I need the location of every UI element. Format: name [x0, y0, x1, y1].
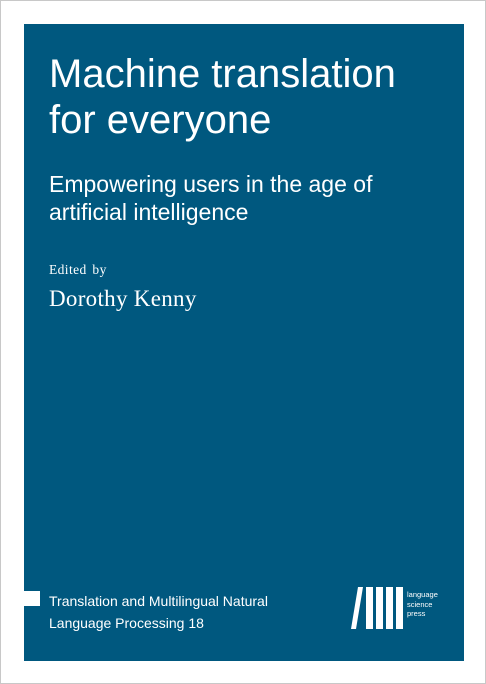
title-line-1: Machine translation: [49, 52, 396, 96]
subtitle-line-2: artificial intelligence: [49, 199, 249, 225]
subtitle-line-1: Empowering users in the age of: [49, 171, 373, 197]
series-line-1: Translation and Multilingual Natural: [49, 593, 268, 609]
edited-by-label: Edited by: [49, 262, 107, 277]
series-marker: [24, 591, 40, 606]
logo-bar-icon: [376, 587, 383, 629]
logo-bar-icon: [396, 587, 403, 629]
publisher-line-3: press: [407, 609, 426, 618]
logo-bar-icon: [366, 587, 373, 629]
book-title: [49, 51, 459, 143]
title-line-2: for everyone: [49, 98, 272, 142]
publisher-line-1: language: [407, 590, 438, 599]
editor-name: Dorothy Kenny: [49, 286, 197, 311]
logo-slanted-bar-icon: [351, 587, 363, 629]
logo-bar-icon: [386, 587, 393, 629]
publisher-name: [407, 590, 438, 619]
series-line-2: Language Processing 18: [49, 615, 204, 631]
publisher-line-2: science: [407, 599, 433, 609]
book-subtitle: [49, 170, 449, 226]
series-name: [49, 590, 339, 634]
language-science-press-logo-icon: [349, 585, 405, 631]
